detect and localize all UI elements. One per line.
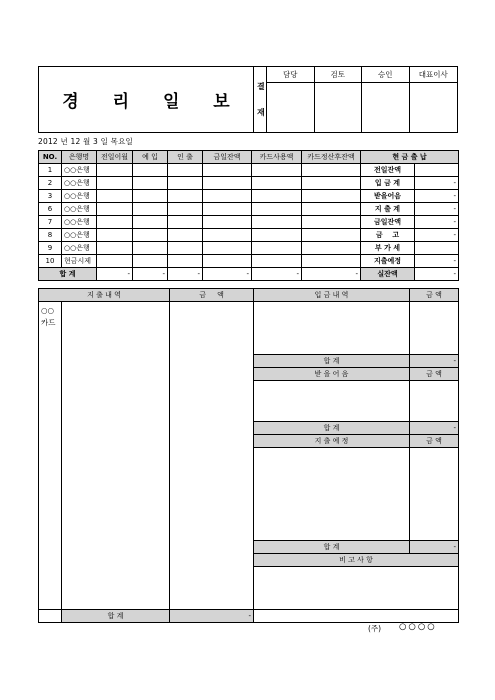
income-detail-cell[interactable] xyxy=(254,302,410,355)
approval-sign-approve[interactable] xyxy=(362,83,410,132)
income-amount-header: 금 액 xyxy=(410,289,459,302)
total-label: 합 계 xyxy=(39,268,97,281)
row-no: 2 xyxy=(39,177,62,190)
cash-value: - xyxy=(415,177,459,190)
cash-label: 지출예정 xyxy=(361,255,415,268)
card-label-2: 카드 xyxy=(41,318,56,327)
row-bank: 현금시제 xyxy=(62,255,97,268)
row-no: 10 xyxy=(39,255,62,268)
col-header-withdraw: 인 출 xyxy=(168,151,203,164)
col-header-card-settle: 카드정산후잔액 xyxy=(302,151,361,164)
income-total-label: 합 계 xyxy=(254,355,410,368)
approval-header-approve: 승인 xyxy=(362,67,410,83)
planned-header: 지 출 예 정 xyxy=(254,435,410,448)
table-row xyxy=(39,255,459,268)
notes-amount-cell[interactable] xyxy=(410,381,459,422)
approval-side-label-2: 재 xyxy=(257,108,265,117)
notes-header: 받 을 어 음 xyxy=(254,368,410,381)
bank-table-header-row xyxy=(39,151,459,164)
total-value: - xyxy=(203,268,252,281)
income-amount-cell[interactable] xyxy=(410,302,459,355)
row-bank: ○○은행 xyxy=(62,190,97,203)
cash-value: - xyxy=(415,216,459,229)
page-title: 경 리 일 보 xyxy=(62,92,244,112)
footer-company-name: ○○○○ xyxy=(399,622,437,632)
remarks-cell[interactable] xyxy=(254,567,459,610)
cash-label: 금일잔액 xyxy=(361,216,415,229)
bank-table xyxy=(38,150,459,281)
approval-grid xyxy=(267,67,457,132)
remarks-header: 비 고 사 항 xyxy=(254,554,459,567)
row-bank: ○○은행 xyxy=(62,177,97,190)
title-area xyxy=(39,67,254,132)
total-value: - xyxy=(302,268,361,281)
table-row xyxy=(39,177,459,190)
approval-sign-review[interactable] xyxy=(315,83,363,132)
expense-amount-header: 금 액 xyxy=(170,289,254,302)
final-balance-value: - xyxy=(415,268,459,281)
total-row xyxy=(39,268,459,281)
expense-total-value: - xyxy=(170,610,254,623)
table-row xyxy=(39,229,459,242)
cash-label: 지 출 계 xyxy=(361,203,415,216)
planned-detail-cell[interactable] xyxy=(254,448,410,541)
row-no: 9 xyxy=(39,242,62,255)
approval-header-review: 검토 xyxy=(315,67,363,83)
row-bank: ○○은행 xyxy=(62,242,97,255)
cash-label: 입 금 계 xyxy=(361,177,415,190)
col-header-card-use: 카드사용액 xyxy=(252,151,302,164)
table-row xyxy=(39,242,459,255)
row-no: 1 xyxy=(39,164,62,177)
header-box xyxy=(38,66,458,133)
row-no: 3 xyxy=(39,190,62,203)
planned-amount-header: 금 액 xyxy=(410,435,459,448)
cash-value: - xyxy=(415,229,459,242)
approval-header-manager: 담당 xyxy=(267,67,315,83)
expense-header: 지 출 내 역 xyxy=(39,289,170,302)
footer-company-prefix: (주) xyxy=(368,624,382,633)
cash-label: 받을어음 xyxy=(361,190,415,203)
cash-value xyxy=(415,164,459,177)
col-header-bank: 은행명 xyxy=(62,151,97,164)
table-row xyxy=(39,190,459,203)
cash-label: 전일잔액 xyxy=(361,164,415,177)
col-header-deposit: 예 입 xyxy=(133,151,168,164)
approval-sign-manager[interactable] xyxy=(267,83,315,132)
notes-total-label: 합 계 xyxy=(254,422,410,435)
col-header-cash: 현 금 출 납 xyxy=(361,151,459,164)
col-header-prev: 전일이월 xyxy=(97,151,133,164)
expense-detail-cell[interactable] xyxy=(62,302,170,610)
approval-sign-ceo[interactable] xyxy=(410,83,458,132)
remarks-cell-end[interactable] xyxy=(254,610,459,623)
notes-amount-header: 금 액 xyxy=(410,368,459,381)
total-value: - xyxy=(97,268,133,281)
card-label-1: ○○ xyxy=(41,306,55,315)
cash-value: - xyxy=(415,255,459,268)
ledger-table xyxy=(38,288,459,623)
table-row xyxy=(39,302,459,355)
expense-amount-cell[interactable] xyxy=(170,302,254,610)
total-value: - xyxy=(133,268,168,281)
cash-value xyxy=(415,242,459,255)
planned-total-label: 합 계 xyxy=(254,541,410,554)
col-header-balance: 금일잔액 xyxy=(203,151,252,164)
total-value: - xyxy=(252,268,302,281)
ledger-header-row xyxy=(39,289,459,302)
total-value: - xyxy=(168,268,203,281)
row-bank: ○○은행 xyxy=(62,216,97,229)
cash-value: - xyxy=(415,190,459,203)
date-line: 2012 년 12 월 3 일 목요일 xyxy=(38,137,133,146)
col-header-no: NO. xyxy=(39,151,62,164)
planned-amount-cell[interactable] xyxy=(410,448,459,541)
cash-label: 금 고 xyxy=(361,229,415,242)
row-bank: ○○은행 xyxy=(62,203,97,216)
row-bank: ○○은행 xyxy=(62,164,97,177)
notes-total-value: - xyxy=(410,422,459,435)
cash-label: 부 가 세 xyxy=(361,242,415,255)
card-label-cell xyxy=(39,302,62,610)
expense-total-label: 합 계 xyxy=(62,610,170,623)
table-row xyxy=(39,216,459,229)
approval-side-label xyxy=(254,67,267,132)
approval-header-ceo: 대표이사 xyxy=(410,67,458,83)
table-row xyxy=(39,203,459,216)
table-row xyxy=(39,164,459,177)
income-total-value: - xyxy=(410,355,459,368)
row-bank: ○○은행 xyxy=(62,229,97,242)
cash-value: - xyxy=(415,203,459,216)
row-no: 8 xyxy=(39,229,62,242)
approval-side-label-1: 결 xyxy=(257,82,265,91)
expense-total-row xyxy=(39,610,459,623)
notes-detail-cell[interactable] xyxy=(254,381,410,422)
row-no: 7 xyxy=(39,216,62,229)
planned-total-value: - xyxy=(410,541,459,554)
income-header: 입 금 내 역 xyxy=(254,289,410,302)
final-balance-label: 실잔액 xyxy=(361,268,415,281)
row-no: 6 xyxy=(39,203,62,216)
